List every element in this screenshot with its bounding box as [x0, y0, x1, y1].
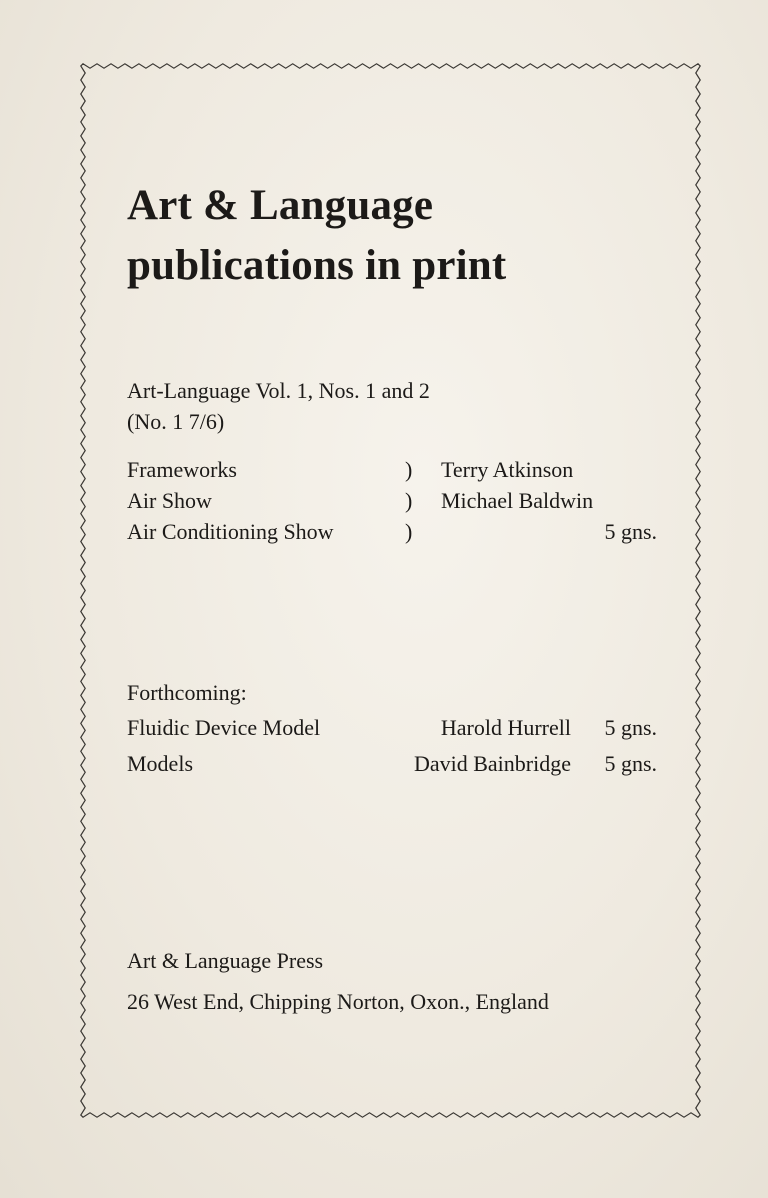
forthcoming-heading: Forthcoming: — [127, 680, 247, 705]
forthcoming-title: Fluidic Device Model — [127, 715, 321, 740]
journal-price: (No. 1 7/6) — [127, 409, 225, 434]
forthcoming-price: 5 gns. — [604, 715, 657, 740]
bracket: ) — [405, 519, 413, 544]
author-name: Terry Atkinson — [441, 457, 574, 482]
press-name: Art & Language Press — [127, 948, 324, 973]
forthcoming-title: Models — [127, 751, 193, 776]
journal-title: Art-Language Vol. 1, Nos. 1 and 2 — [127, 378, 430, 403]
title-line-1: Art & Language — [127, 182, 434, 229]
price: 5 gns. — [604, 519, 657, 544]
publication-title: Air Show — [127, 488, 212, 513]
publication-title: Frameworks — [127, 457, 237, 482]
page-title — [127, 176, 506, 296]
publication-title: Air Conditioning Show — [127, 519, 334, 544]
press-address: 26 West End, Chipping Norton, Oxon., England — [127, 989, 549, 1014]
title-line-2: publications in print — [127, 242, 507, 289]
forthcoming-author: Harold Hurrell — [440, 715, 571, 740]
bracket: ) — [405, 488, 413, 513]
bracket: ) — [405, 457, 413, 482]
forthcoming-price: 5 gns. — [604, 751, 657, 776]
author-name: Michael Baldwin — [441, 488, 594, 513]
forthcoming-author: David Bainbridge — [413, 751, 571, 776]
